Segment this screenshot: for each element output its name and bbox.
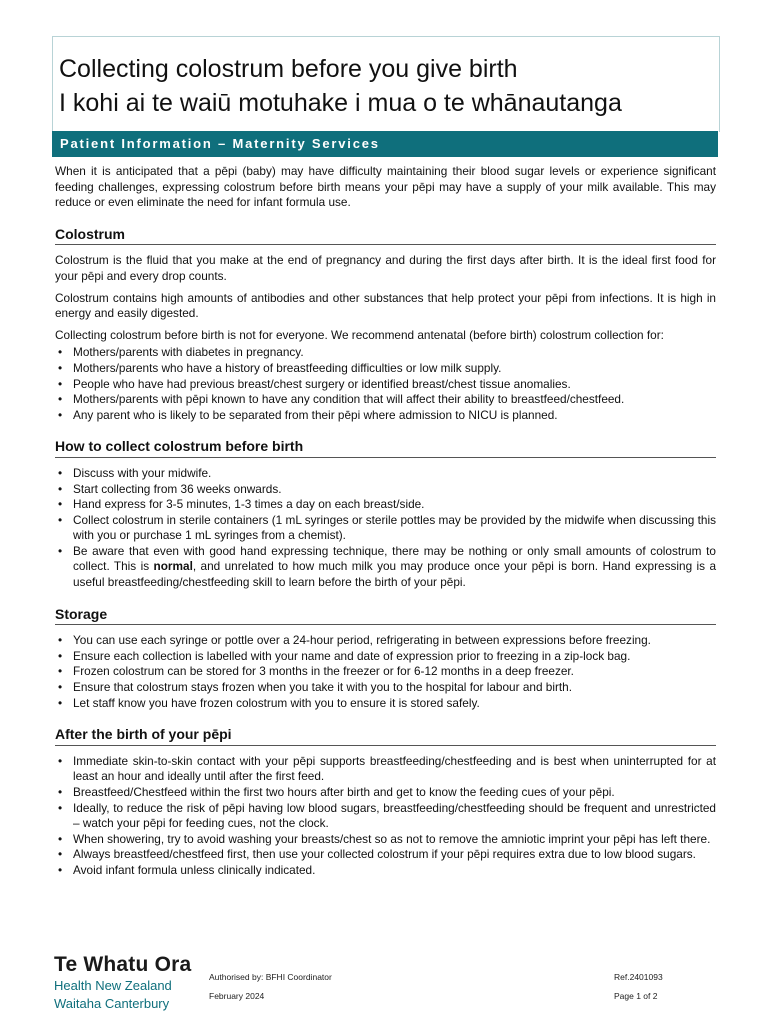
storage-section (55, 607, 716, 712)
list-item: • Mothers/parents with pēpi known to have any condition that will affect their ability to breastfeed/chestfeed. (55, 392, 716, 408)
storage-list (55, 633, 716, 711)
te-whatu-ora-logo (54, 953, 191, 1011)
logo-region: Waitaha Canterbury (54, 996, 170, 1011)
list-item: • Mothers/parents who have a history of breastfeeding difficulties or low milk supply. (55, 361, 716, 377)
list-item: • Breastfeed/Chestfeed within the first two hours after birth and get to know the feeding cues of your pēpi. (55, 785, 716, 801)
after-section (55, 727, 716, 878)
issue-date: February 2024 (209, 991, 265, 1001)
list-item: • Discuss with your midwife. (55, 466, 716, 482)
list-item: • Always breastfeed/chestfeed first, then use your collected colostrum if your pēpi requires extra due to low blood sugars. (55, 847, 716, 863)
storage-heading: Storage (55, 607, 716, 626)
normal-text-pre: Be aware that even with good hand expressing technique, there may be nothing or only small amounts of colostrum to collect. This is (73, 543, 716, 574)
colostrum-paragraph-3: Collecting colostrum before birth is not for everyone. We recommend antenatal (before birth) colostrum collection for: (55, 327, 664, 342)
normal-text-post: , and unrelated to how much milk you may produce once your pēpi is born. Hand expressing is a useful breastfeeding/chestfeeding skill to learn before the birth of your pēpi. (73, 559, 717, 590)
list-item: • Hand express for 3-5 minutes, 1-3 times a day on each breast/side. (55, 497, 716, 513)
colostrum-section (55, 227, 716, 424)
colostrum-paragraph-2: Colostrum contains high amounts of antibodies and other substances that help protect your pēpi from infections. It is high in energy and easily digested. (55, 290, 716, 321)
list-item: • Ideally, to reduce the risk of pēpi having low blood sugars, breastfeeding/chestfeeding should be frequent and unrestricted – watch your pēpi for feeding cues, not the clock. (55, 801, 716, 832)
after-heading: After the birth of your pēpi (55, 727, 716, 746)
list-item: • Immediate skin-to-skin contact with your pēpi supports breastfeeding/chestfeeding and is best when uninterrupted for at least an hour and ideally until after the first feed. (55, 754, 716, 785)
list-item: • Ensure each collection is labelled with your name and date of expression prior to freezing in a zip-lock bag. (55, 649, 716, 665)
list-item: • When showering, try to avoid washing your breasts/chest so as not to remove the amniotic imprint your pēpi has left there. (55, 832, 716, 848)
page-title: Collecting colostrum before you give birth (59, 55, 518, 83)
list-item: • Collect colostrum in sterile containers (1 mL syringes or sterile pottles may be provided by the midwife when discussing this with you or purchase 1 mL syringes from a chemist). (55, 513, 716, 544)
document-body (55, 164, 716, 879)
list-item (55, 544, 716, 591)
normal-emphasis: normal (153, 559, 193, 574)
list-item: • People who have had previous breast/chest surgery or identified breast/chest tissue anomalies. (55, 377, 716, 393)
logo-subtitle: Health New Zealand (54, 978, 172, 993)
section-banner (52, 131, 718, 157)
colostrum-list (55, 345, 716, 423)
reference-number: Ref.2401093 (614, 972, 663, 982)
page-title-maori: I kohi ai te waiū motuhake i mua o te whānautanga (59, 89, 622, 117)
list-item: • Ensure that colostrum stays frozen when you take it with you to the hospital for labour and birth. (55, 680, 716, 696)
list-item: • Mothers/parents with diabetes in pregnancy. (55, 345, 716, 361)
list-item: • Any parent who is likely to be separated from their pēpi where admission to NICU is planned. (55, 408, 716, 424)
colostrum-heading: Colostrum (55, 227, 716, 246)
colostrum-paragraph-1: Colostrum is the fluid that you make at the end of pregnancy and during the first days after birth. It is the ideal first food for your pēpi and every drop counts. (55, 253, 716, 283)
how-list (55, 466, 716, 591)
list-item: • Start collecting from 36 weeks onwards. (55, 482, 716, 498)
how-heading: How to collect colostrum before birth (55, 439, 716, 458)
how-section (55, 439, 716, 590)
list-item: • Let staff know you have frozen colostrum with you to ensure it is stored safely. (55, 696, 716, 712)
page-number: Page 1 of 2 (614, 991, 658, 1001)
list-item: • Avoid infant formula unless clinically indicated. (55, 863, 716, 879)
intro-paragraph: When it is anticipated that a pēpi (baby) may have difficulty maintaining their blood sugar levels or experience significant feeding challenges, expressing colostrum before birth means your pēpi may have a supply of your milk available. This may reduce or even eliminate the need for infant formula use. (55, 164, 716, 210)
list-item: • You can use each syringe or pottle over a 24-hour period, refrigerating in between expressions before freezing. (55, 633, 716, 649)
logo-title: Te Whatu Ora (54, 953, 192, 976)
title-box (52, 36, 720, 132)
after-list (55, 754, 716, 879)
banner-text: Patient Information – Maternity Services (60, 136, 380, 151)
authorised-by: Authorised by: BFHI Coordinator (209, 972, 332, 982)
list-item: • Frozen colostrum can be stored for 3 months in the freezer or for 6-12 months in a deep freezer. (55, 664, 716, 680)
